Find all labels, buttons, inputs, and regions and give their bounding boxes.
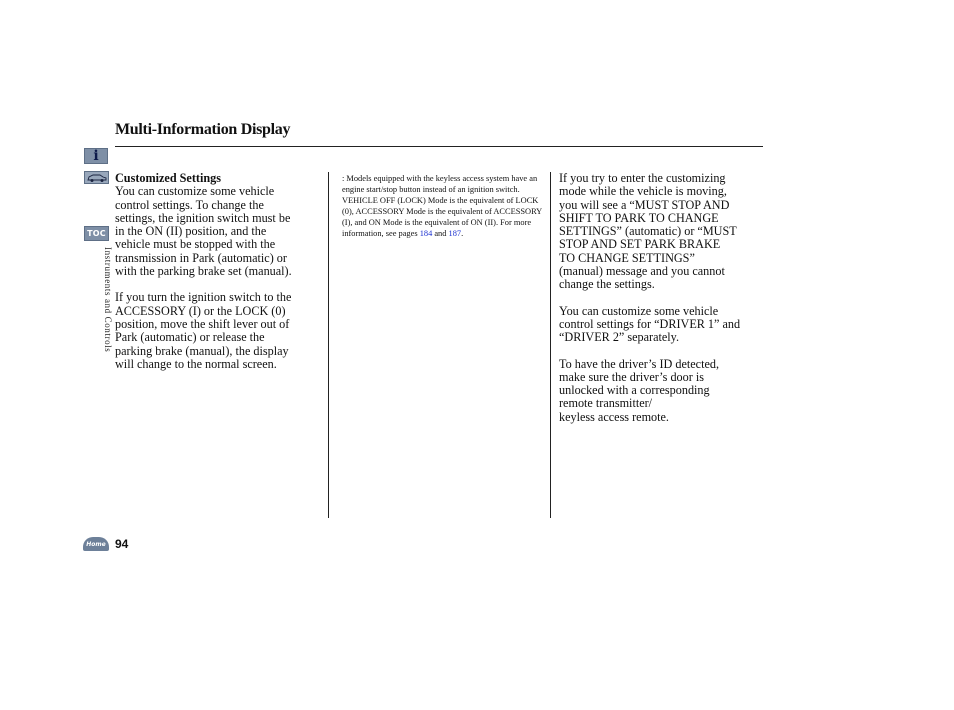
home-button[interactable]: [83, 537, 109, 551]
page-title: Multi-Information Display: [115, 121, 291, 138]
paragraph-ignition: If you turn the ignition switch to the ACCESSORY (I) or the LOCK (0) position, move the shift lever out of Park (automatic) or release the parking brake (manual), the display will change to the normal screen.: [115, 290, 292, 371]
title-rule: [115, 146, 763, 147]
car-shape: [86, 173, 108, 183]
section-label: Instruments and Controls: [103, 247, 113, 353]
page-link-187[interactable]: 187: [448, 229, 462, 238]
paragraph-drivers: You can customize some vehicle control settings for “DRIVER 1” and “DRIVER 2” separately.: [559, 303, 741, 345]
footnote: [342, 173, 548, 239]
page-number: 94: [115, 537, 129, 551]
home-label: Home: [86, 540, 106, 548]
paragraph-customize: You can customize some vehicle control settings. To change the settings, the ignition switch must be in the ON (II) position, and the vehicle must be stopped with the transmission in Park (automatic) or with the parking brake set (manual).: [115, 184, 292, 279]
column-divider-2: [550, 172, 551, 518]
info-icon[interactable]: [84, 148, 108, 164]
info-glyph: i: [93, 148, 99, 164]
column-2-footnote: [342, 173, 548, 239]
column-1: [115, 172, 325, 371]
car-icon[interactable]: [84, 171, 109, 184]
footnote-and: and: [432, 229, 449, 238]
column-3: [559, 172, 764, 424]
paragraph-driver-id: To have the driver’s ID detected, make sure the driver’s door is unlocked with a corresponding remote transmitter/ keyless access remote.: [559, 356, 720, 424]
paragraph-moving: If you try to enter the customizing mode while the vehicle is moving, you will see a “MUST STOP AND SHIFT TO PARK TO CHANGE SETTINGS” (automatic) or “MUST STOP AND SET PARK BRAKE TO CHANGE SETTINGS” (manual) message and you cannot change the settings.: [559, 171, 737, 292]
section-heading: Customized Settings: [115, 171, 221, 185]
footnote-text: : Models equipped with the keyless access system have an engine start/stop button instead of an ignition switch. VEHICLE OFF (LOCK) Mode is the equivalent of LOCK (0), ACCESSORY Mode is the equivalent of ACCESSORY (I), and ON Mode is the equivalent of ON (II). For more information, see pages: [342, 174, 542, 238]
toc-button[interactable]: [84, 226, 109, 241]
column-divider-1: [328, 172, 329, 518]
page-link-184[interactable]: 184: [419, 229, 433, 238]
toc-label: TOC: [87, 229, 106, 238]
footnote-end: .: [461, 229, 464, 238]
